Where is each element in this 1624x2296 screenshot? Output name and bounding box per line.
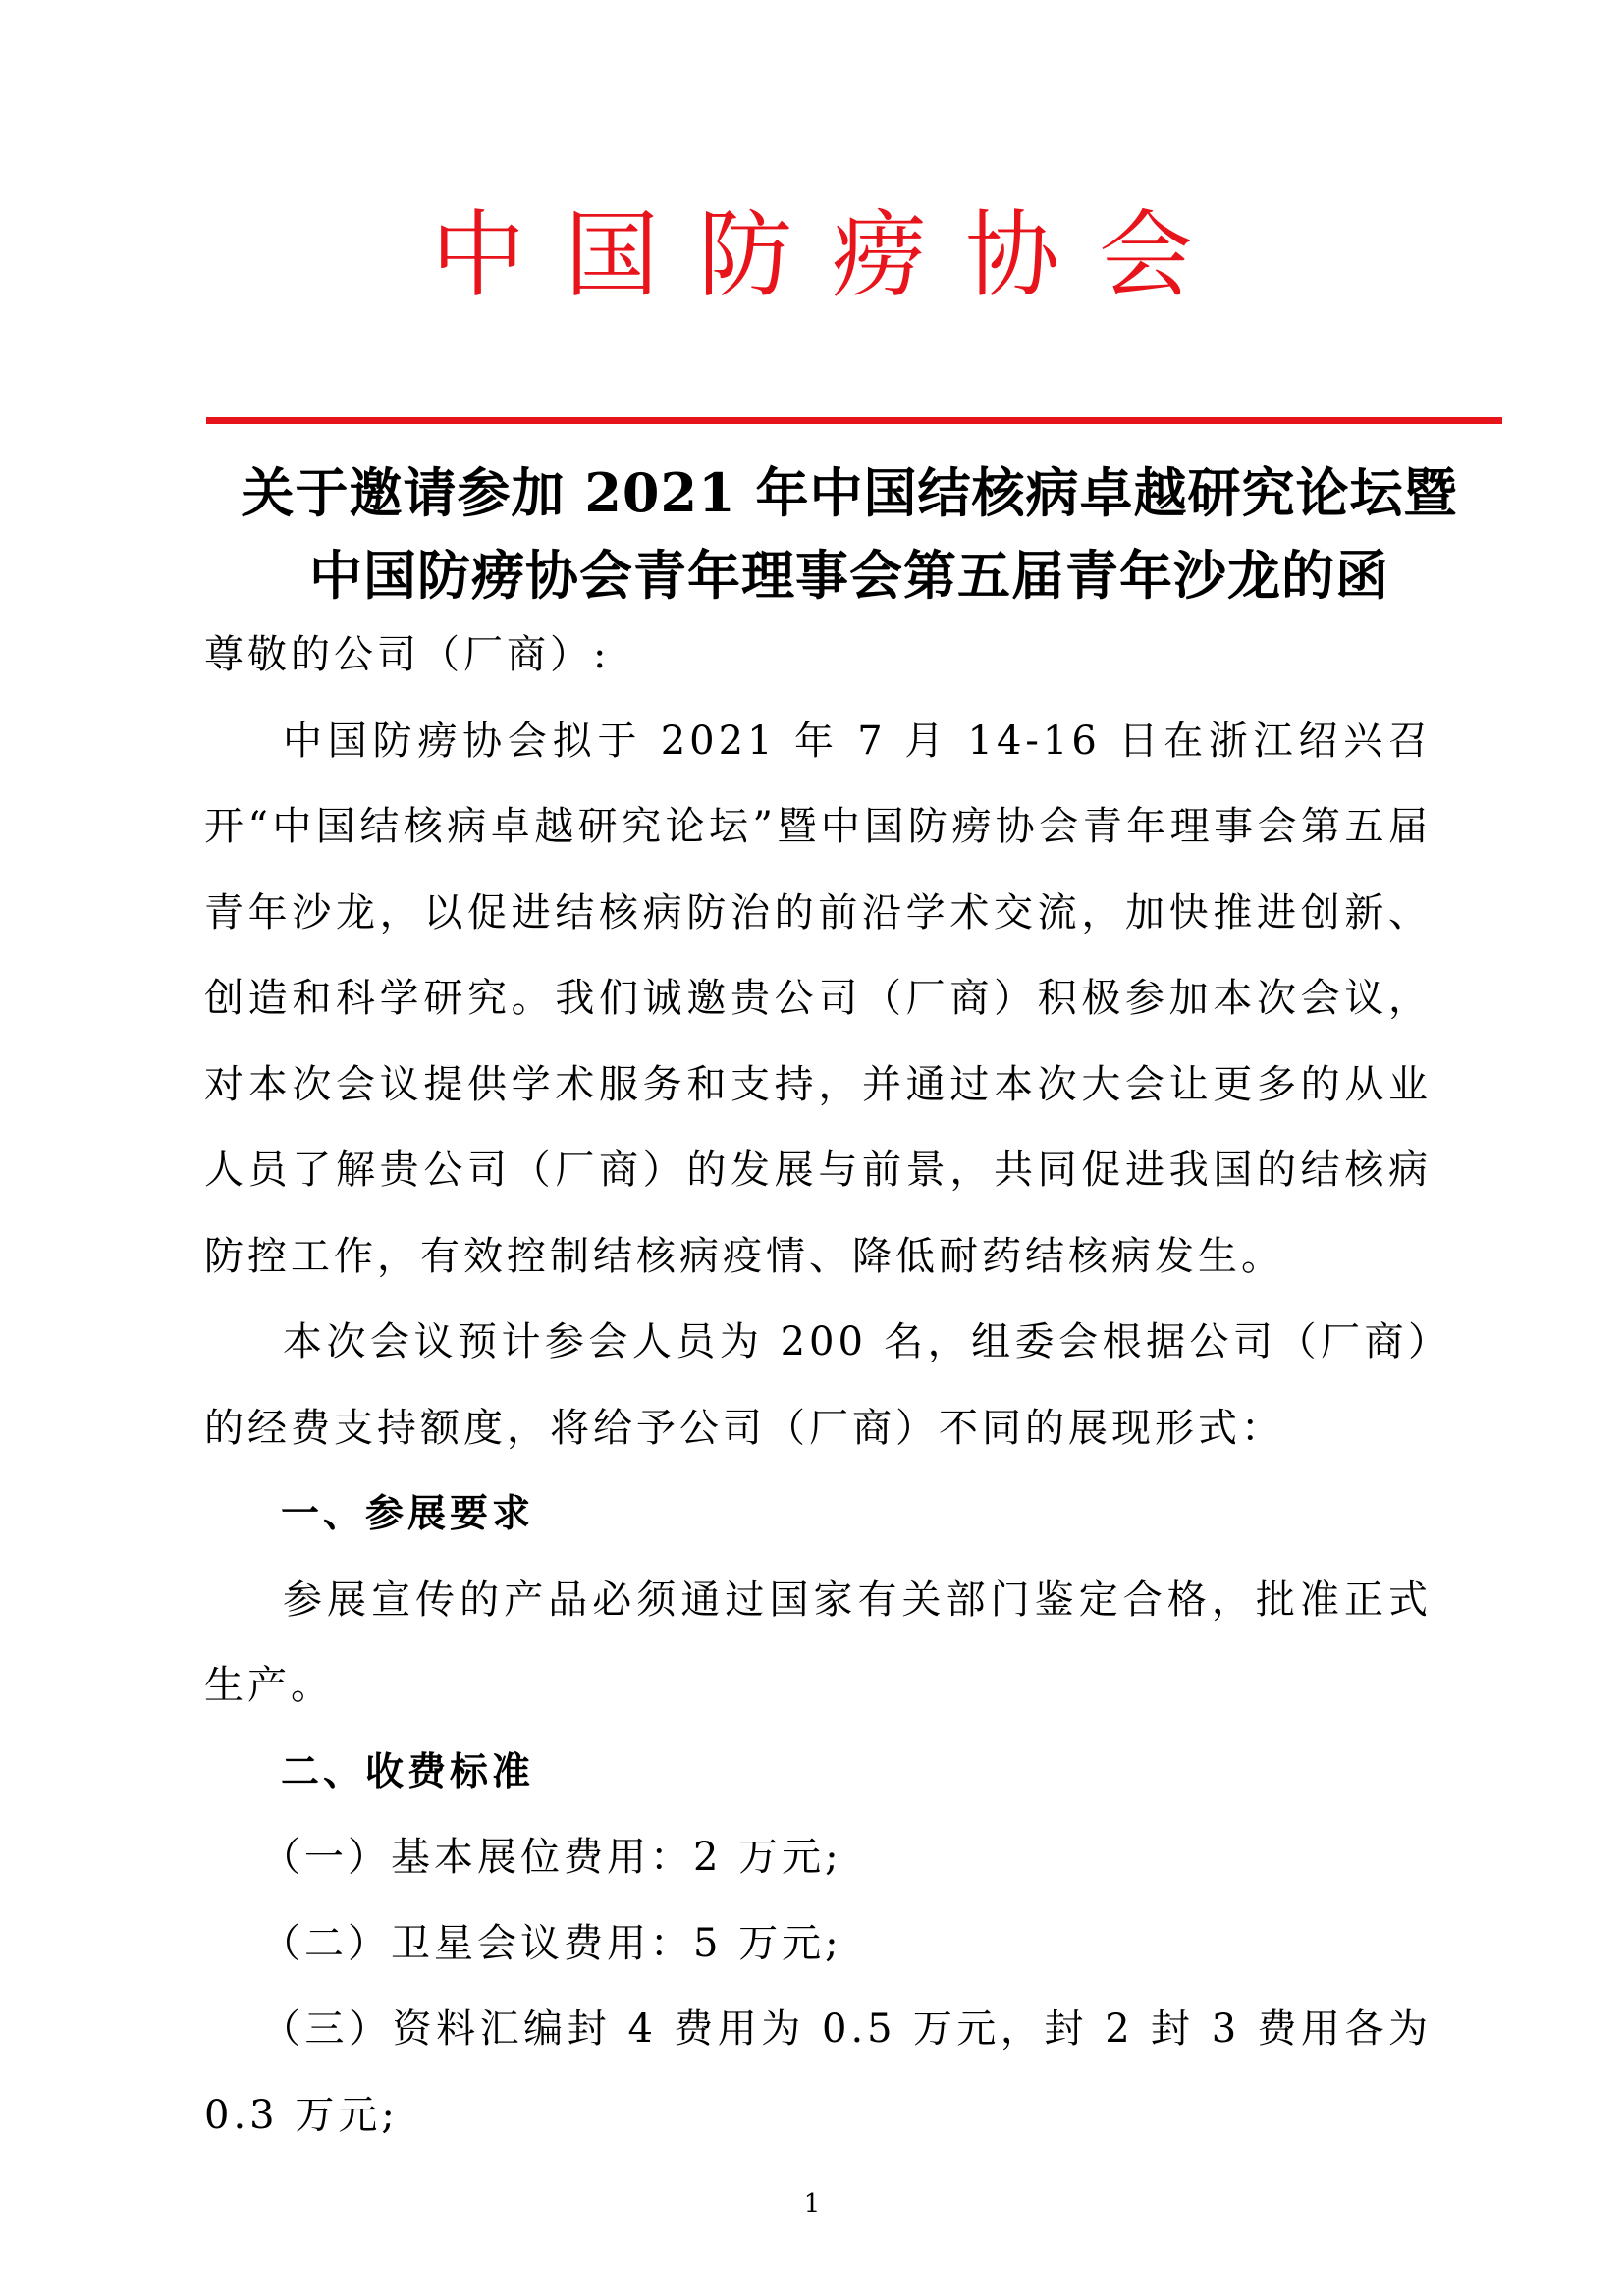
section-heading-requirements: 一、参展要求: [281, 1492, 535, 1536]
organization-header: 中国防痨协会: [431, 200, 1232, 310]
fee-item: （二）卫星会议费用：5 万元;: [261, 1920, 842, 1966]
paragraph-intro: 中国防痨协会拟于 2021 年 7 月 14-16 日在浙江绍兴召开“中国结核病卓越研究论坛”暨中国防痨协会青年理事会第五届青年沙龙，以促进结核病防治的前沿学术交流，加快推进创新、创造和科学研究。我们诚邀贵公司（厂商）积极参加本次会议，对本次会议提供学术服务和支持，并通过本次大会让更多的从业人员了解贵公司（厂商）的发展与前景，共同促进我国的结核病防控工作，有效控制结核病疫情、降低耐药结核病发生。: [204, 718, 1432, 1279]
section-heading-fees: 二、收费标准: [281, 1749, 535, 1794]
page-number: 1: [803, 2189, 821, 2218]
fee-item: （三）资料汇编封 4 费用为 0.5 万元，封 2 封 3 费用各为 0.3 万元;: [204, 2006, 1432, 2138]
letter-body: [204, 613, 1432, 2159]
document-title: [187, 452, 1512, 616]
document-title-line-2: 中国防痨协会青年理事会第五届青年沙龙的函: [309, 544, 1389, 607]
salutation: 尊敬的公司（厂商）:: [204, 632, 611, 677]
document-title-line-1: 关于邀请参加 2021 年中国结核病卓越研究论坛暨: [241, 461, 1458, 524]
header-divider: [206, 417, 1502, 424]
paragraph-requirements: 参展宣传的产品必须通过国家有关部门鉴定合格，批准正式生产。: [204, 1576, 1432, 1708]
paragraph-attendance: 本次会议预计参会人员为 200 名，组委会根据公司（厂商）的经费支持额度，将给予公司（厂商）不同的展现形式：: [204, 1319, 1432, 1451]
fee-item: （一）基本展位费用：2 万元;: [261, 1835, 842, 1880]
